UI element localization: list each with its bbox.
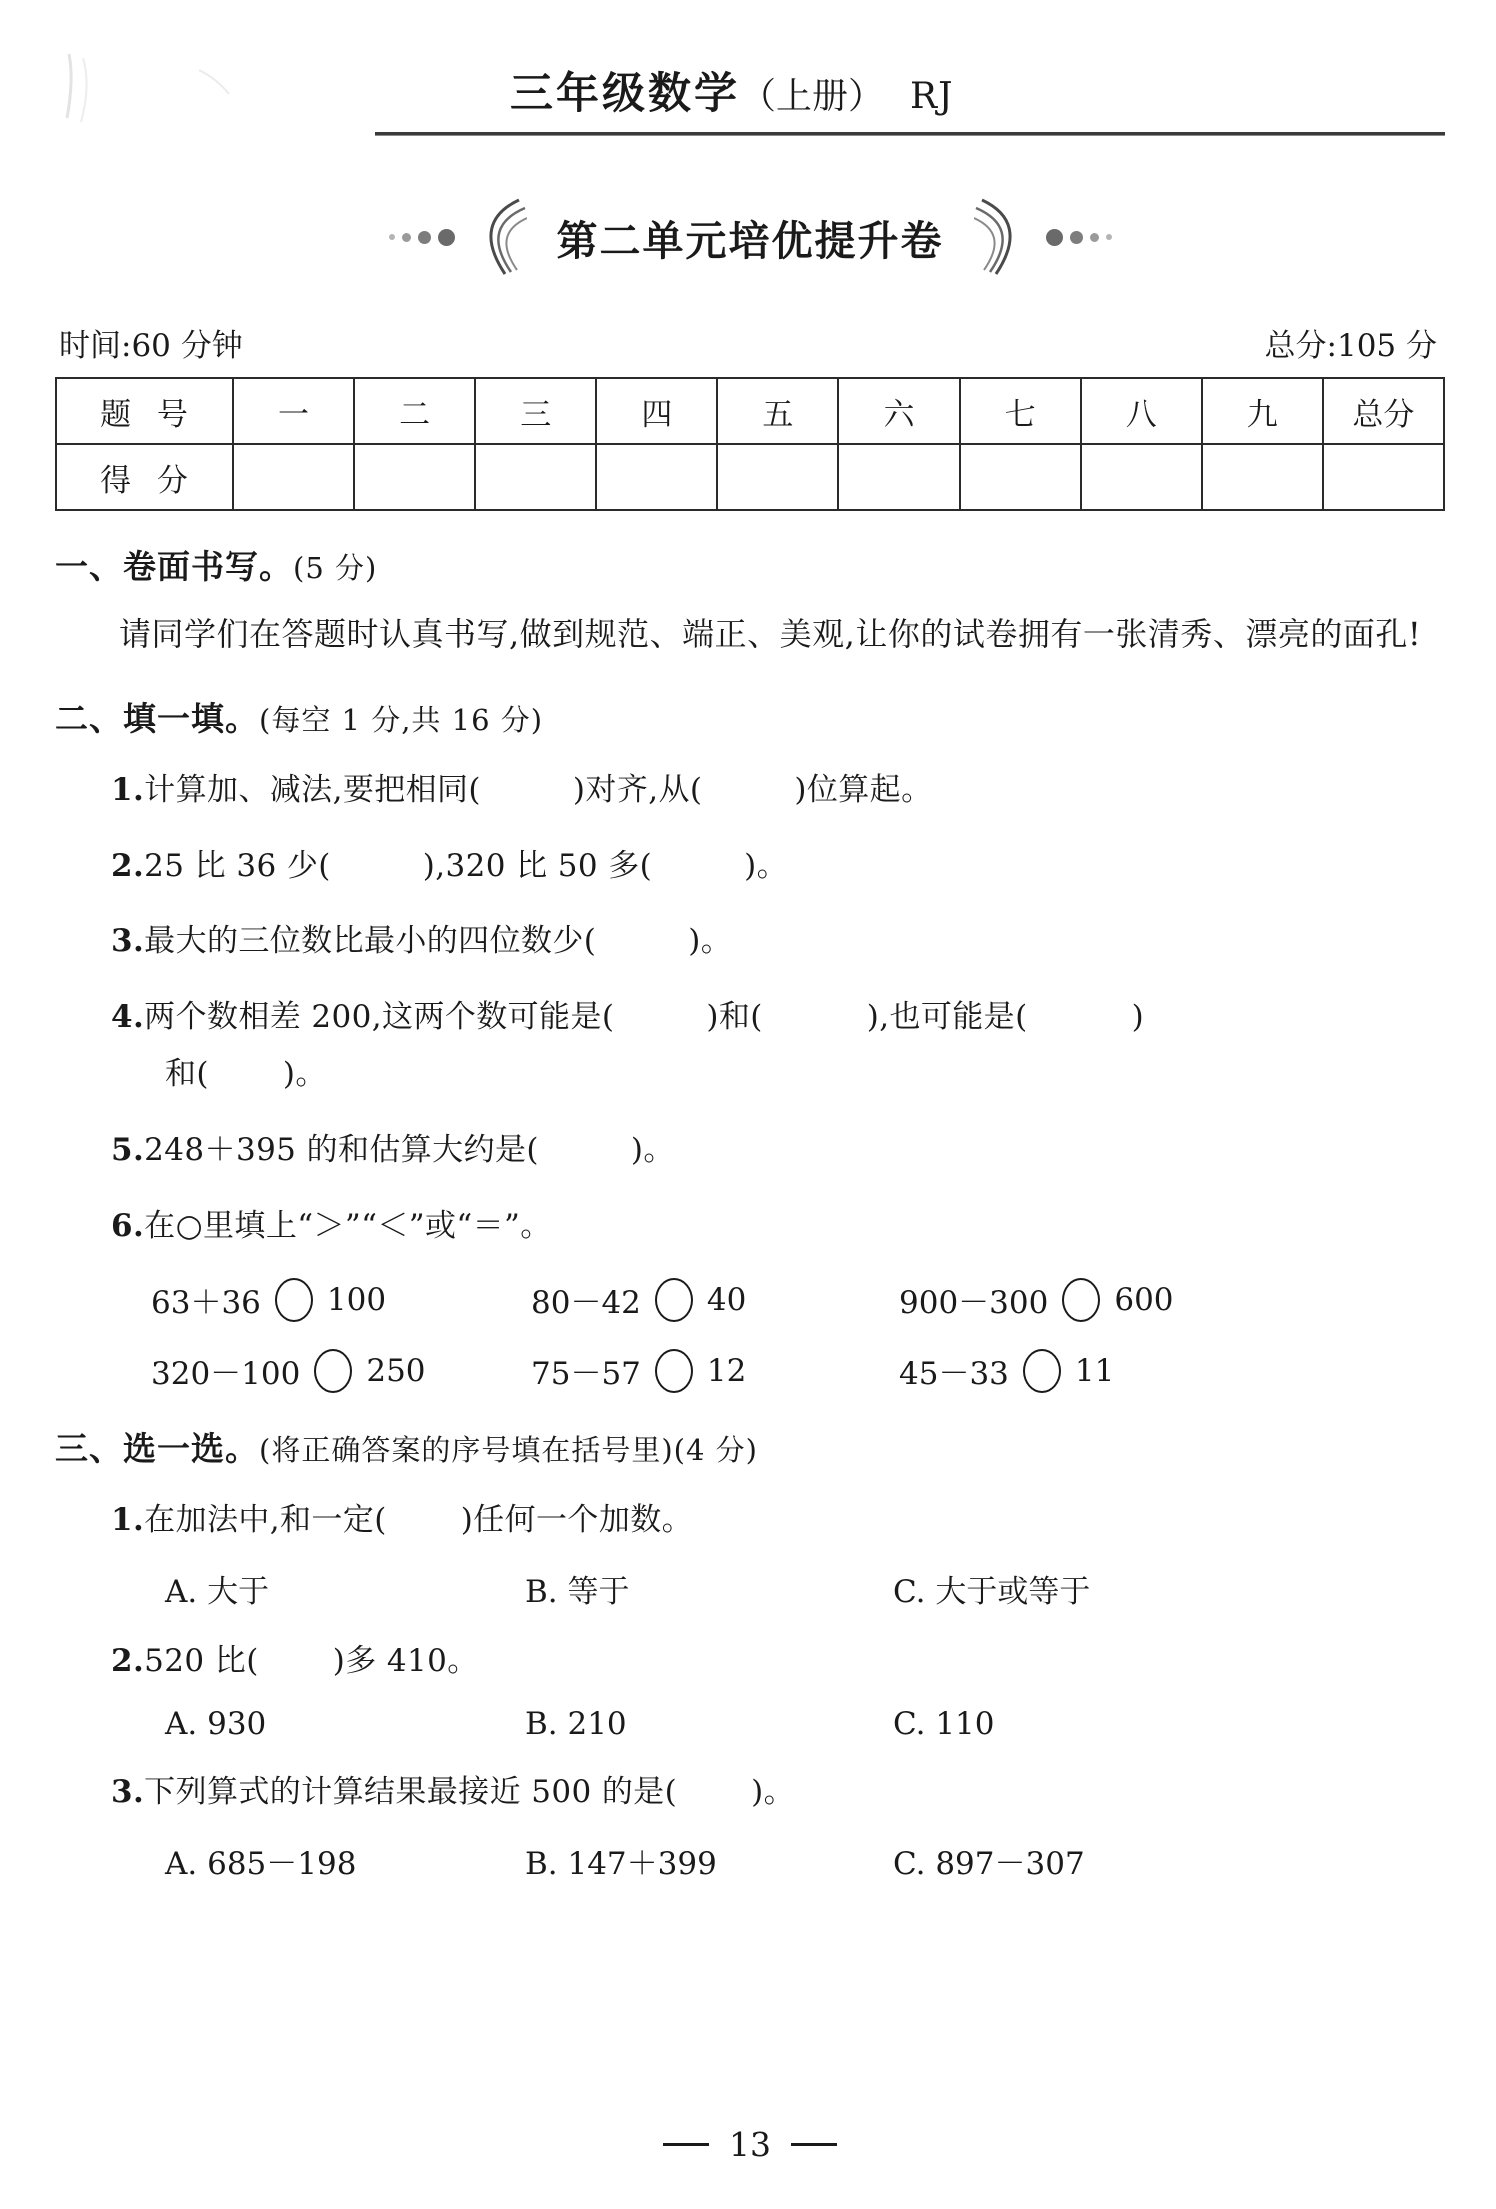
question-text-f: )。 bbox=[282, 1056, 327, 1093]
option-b[interactable]: B. 147＋399 bbox=[525, 1845, 717, 1882]
section-1-title: 一、卷面书写。 bbox=[55, 547, 293, 586]
section-3-points: (将正确答案的序号填在括号里)(4 分) bbox=[259, 1433, 758, 1468]
question-text-a: 最大的三位数比最小的四位数少( bbox=[144, 923, 597, 960]
question-number: 3. bbox=[111, 1774, 145, 1811]
comparison-row-1 bbox=[55, 1277, 1445, 1322]
question-text-a: 在○里填上“＞”“＜”或“＝”。 bbox=[144, 1207, 552, 1244]
question-text-a: 25 比 36 少( bbox=[144, 847, 331, 884]
volume-label: （上册） bbox=[740, 76, 885, 117]
fill-question-2 bbox=[55, 842, 1445, 892]
banner-dots-left bbox=[389, 229, 455, 246]
question-text-a: 两个数相差 200,这两个数可能是( bbox=[144, 998, 615, 1035]
score-cell-6[interactable] bbox=[838, 444, 959, 510]
comparison-circle[interactable] bbox=[1023, 1349, 1061, 1393]
subject-label: 三年级数学 bbox=[510, 69, 740, 119]
choice-options-1 bbox=[55, 1566, 1445, 1611]
score-cell-1[interactable] bbox=[233, 444, 354, 510]
question-text-b: )。 bbox=[630, 1131, 675, 1168]
banner-dots-right bbox=[1046, 229, 1112, 246]
choice-options-2 bbox=[55, 1706, 1445, 1742]
question-text-b: )。 bbox=[688, 923, 733, 960]
question-text-c: )。 bbox=[744, 847, 789, 884]
choice-question-3 bbox=[55, 1768, 1445, 1818]
fill-question-3 bbox=[55, 917, 1445, 967]
row-label-score: 得 分 bbox=[56, 444, 233, 510]
option-a[interactable]: A. 685－198 bbox=[165, 1845, 357, 1882]
question-number: 1. bbox=[111, 771, 145, 808]
score-cell-2[interactable] bbox=[354, 444, 475, 510]
fill-question-4 bbox=[55, 993, 1445, 1043]
section-1-points: (5 分) bbox=[293, 551, 378, 585]
footer-dash-left-icon bbox=[663, 2143, 709, 2146]
comparison-item bbox=[899, 1277, 1174, 1322]
question-text-c: )位算起。 bbox=[794, 771, 933, 808]
comparison-item bbox=[151, 1277, 531, 1322]
question-text-c: ),也可能是( bbox=[866, 998, 1028, 1035]
question-number: 2. bbox=[111, 1642, 145, 1679]
score-cell-9[interactable] bbox=[1202, 444, 1323, 510]
time-limit-label: 时间:60 分钟 bbox=[59, 328, 243, 364]
comparison-left: 75－57 bbox=[531, 1356, 641, 1393]
comparison-left: 80－42 bbox=[531, 1285, 641, 1322]
score-cell-3[interactable] bbox=[475, 444, 596, 510]
banner-arc-left-icon bbox=[471, 198, 527, 276]
choice-options-3 bbox=[55, 1838, 1445, 1883]
row-label-question: 题 号 bbox=[56, 378, 233, 444]
section-heading-3 bbox=[55, 1423, 1445, 1470]
question-number: 3. bbox=[111, 923, 145, 960]
comparison-circle[interactable] bbox=[314, 1349, 352, 1393]
comparison-right: 600 bbox=[1114, 1281, 1174, 1318]
section-heading-2 bbox=[55, 693, 1445, 740]
question-number: 6. bbox=[111, 1207, 145, 1244]
section-3-title: 三、选一选。 bbox=[55, 1429, 259, 1469]
comparison-left: 320－100 bbox=[151, 1356, 301, 1393]
comparison-row-2 bbox=[55, 1348, 1445, 1393]
scan-artifact-icon bbox=[49, 48, 309, 138]
choice-question-2 bbox=[55, 1637, 1445, 1687]
comparison-circle[interactable] bbox=[655, 1278, 693, 1322]
page-footer bbox=[55, 2125, 1445, 2164]
fill-question-6 bbox=[55, 1202, 1445, 1252]
fill-question-1 bbox=[55, 766, 1445, 816]
comparison-item bbox=[531, 1277, 899, 1322]
section-2-points: (每空 1 分,共 16 分) bbox=[259, 702, 544, 737]
worksheet-sheet bbox=[55, 40, 1445, 2170]
score-cell-4[interactable] bbox=[596, 444, 717, 510]
question-text-a: 计算加、减法,要把相同( bbox=[144, 771, 481, 808]
table-row-question-numbers bbox=[56, 378, 1444, 444]
question-number: 2. bbox=[111, 847, 145, 884]
score-col-4: 四 bbox=[596, 378, 717, 444]
exam-title: 第二单元培优提升卷 bbox=[556, 216, 944, 265]
option-c[interactable]: C. 897－307 bbox=[893, 1845, 1085, 1882]
page-header bbox=[55, 40, 1445, 160]
section-1-paragraph: 请同学们在答题时认真书写,做到规范、端正、美观,让你的试卷拥有一张清秀、漂亮的面孔! bbox=[119, 615, 1422, 653]
choice-question-1 bbox=[55, 1496, 1445, 1546]
question-text-e: 和( bbox=[165, 1056, 209, 1093]
footer-dash-right-icon bbox=[791, 2143, 837, 2146]
score-col-5: 五 bbox=[717, 378, 838, 444]
comparison-circle[interactable] bbox=[275, 1278, 313, 1322]
question-text-b: )和( bbox=[706, 998, 763, 1035]
comparison-item bbox=[531, 1348, 899, 1393]
exam-meta bbox=[55, 320, 1445, 365]
question-text-d: ) bbox=[1131, 998, 1145, 1035]
page-number: 13 bbox=[729, 2125, 771, 2164]
option-a[interactable]: A. 930 bbox=[165, 1706, 267, 1743]
page-title bbox=[510, 60, 954, 121]
edition-label: RJ bbox=[910, 76, 954, 117]
section-2-title: 二、填一填。 bbox=[55, 698, 259, 738]
score-cell-5[interactable] bbox=[717, 444, 838, 510]
score-col-2: 二 bbox=[354, 378, 475, 444]
comparison-circle[interactable] bbox=[655, 1349, 693, 1393]
fill-question-4-cont bbox=[55, 1050, 1445, 1100]
comparison-circle[interactable] bbox=[1062, 1278, 1100, 1322]
exam-banner bbox=[55, 198, 1445, 294]
comparison-right: 250 bbox=[366, 1352, 426, 1389]
comparison-left: 45－33 bbox=[899, 1356, 1009, 1393]
score-cell-8[interactable] bbox=[1081, 444, 1202, 510]
comparison-right: 12 bbox=[706, 1352, 747, 1389]
score-col-9: 九 bbox=[1202, 378, 1323, 444]
option-a[interactable]: A. 大于 bbox=[165, 1573, 270, 1610]
comparison-right: 100 bbox=[326, 1281, 387, 1318]
question-number: 4. bbox=[111, 998, 145, 1035]
comparison-item bbox=[899, 1348, 1114, 1393]
question-text-b: )对齐,从( bbox=[572, 771, 703, 808]
question-stem-end: )多 410。 bbox=[332, 1642, 479, 1679]
question-stem: 520 比( bbox=[144, 1642, 259, 1679]
question-text-b: ),320 比 50 多( bbox=[422, 847, 653, 884]
question-stem-end: )。 bbox=[751, 1774, 796, 1811]
score-col-1: 一 bbox=[233, 378, 354, 444]
question-stem: 下列算式的计算结果最接近 500 的是( bbox=[144, 1774, 678, 1811]
option-c[interactable]: C. 110 bbox=[893, 1706, 995, 1743]
score-cell-7[interactable] bbox=[960, 444, 1081, 510]
table-row-scores bbox=[56, 444, 1444, 510]
option-c[interactable]: C. 大于或等于 bbox=[893, 1573, 1091, 1610]
comparison-item bbox=[151, 1348, 531, 1393]
question-stem: 在加法中,和一定( bbox=[144, 1502, 387, 1539]
question-number: 5. bbox=[111, 1131, 145, 1168]
section-heading-1 bbox=[55, 541, 1445, 588]
header-divider bbox=[375, 132, 1445, 136]
option-b[interactable]: B. 等于 bbox=[525, 1573, 630, 1610]
question-number: 1. bbox=[111, 1502, 145, 1539]
comparison-right: 40 bbox=[706, 1281, 747, 1318]
question-text-a: 248＋395 的和估算大约是( bbox=[144, 1131, 539, 1168]
question-stem-end: )任何一个加数。 bbox=[460, 1502, 694, 1539]
score-col-8: 八 bbox=[1081, 378, 1202, 444]
score-col-6: 六 bbox=[838, 378, 959, 444]
comparison-left: 63＋36 bbox=[151, 1285, 261, 1322]
banner-arc-right-icon bbox=[974, 198, 1030, 276]
comparison-left: 900－300 bbox=[899, 1285, 1049, 1322]
fill-question-5 bbox=[55, 1126, 1445, 1176]
score-col-3: 三 bbox=[475, 378, 596, 444]
score-col-7: 七 bbox=[960, 378, 1081, 444]
total-score-label: 总分:105 分 bbox=[1264, 328, 1437, 364]
score-cell-total[interactable] bbox=[1323, 444, 1444, 510]
option-b[interactable]: B. 210 bbox=[525, 1706, 627, 1743]
score-col-total: 总分 bbox=[1323, 378, 1444, 444]
comparison-right: 11 bbox=[1074, 1352, 1115, 1389]
score-table bbox=[55, 377, 1445, 511]
